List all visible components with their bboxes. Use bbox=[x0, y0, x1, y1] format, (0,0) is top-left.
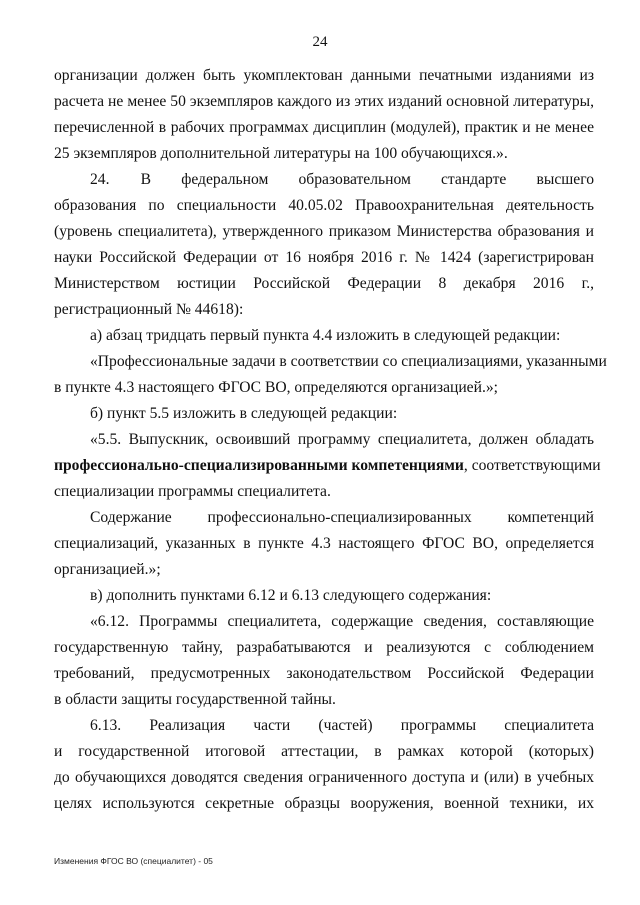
text-line: (уровень специалитета), утвержденного приказом Министерства образования и bbox=[54, 223, 594, 240]
text-line-mixed bbox=[54, 456, 601, 476]
text-line: организации должен быть укомплектован данными печатными изданиями из bbox=[54, 67, 594, 84]
text-line: требований, предусмотренных законодательством Российской Федерации bbox=[54, 665, 594, 682]
text-line: государственную тайну, разрабатываются и реализуются с соблюдением bbox=[54, 639, 594, 656]
text-line: «6.12. Программы специалитета, содержащие сведения, составляющие bbox=[90, 613, 594, 630]
text-line: 24. В федеральном образовательном стандарте высшего bbox=[90, 171, 594, 188]
text-line: в пункте 4.3 настоящего ФГОС ВО, определяются организацией.»; bbox=[54, 379, 498, 396]
text-line: до обучающихся доводятся сведения ограниченного доступа и (или) в учебных bbox=[54, 769, 594, 786]
text-line: образования по специальности 40.05.02 Правоохранительная деятельность bbox=[54, 197, 594, 214]
text-span: , соответствующими bbox=[463, 457, 601, 474]
text-line: регистрационный № 44618): bbox=[54, 301, 244, 318]
text-line: целях используются секретные образцы вооружения, военной техники, их bbox=[54, 795, 594, 812]
text-line: Содержание профессионально-специализированных компетенций bbox=[90, 509, 594, 526]
text-line: 6.13. Реализация части (частей) программы специалитета bbox=[90, 717, 594, 734]
text-line: специализации программы специалитета. bbox=[54, 483, 331, 500]
text-line: б) пункт 5.5 изложить в следующей редакции: bbox=[90, 405, 398, 422]
text-line: в области защиты государственной тайны. bbox=[54, 691, 336, 708]
text-line: специализаций, указанных в пункте 4.3 настоящего ФГОС ВО, определяется bbox=[54, 535, 594, 552]
text-line: расчета не менее 50 экземпляров каждого из этих изданий основной литературы, bbox=[54, 93, 594, 110]
footer-note: Изменения ФГОС ВО (специалитет) - 05 bbox=[54, 856, 213, 866]
text-line: науки Российской Федерации от 16 ноября 2016 г. № 1424 (зарегистрирован bbox=[54, 249, 594, 266]
text-line: Министерством юстиции Российской Федерации 8 декабря 2016 г., bbox=[54, 275, 594, 292]
text-line: перечисленной в рабочих программах дисциплин (модулей), практик и не менее bbox=[54, 119, 594, 136]
text-line: в) дополнить пунктами 6.12 и 6.13 следующего содержания: bbox=[90, 587, 492, 604]
text-line: и государственной итоговой аттестации, в рамках которой (которых) bbox=[54, 743, 594, 760]
text-line: 25 экземпляров дополнительной литературы на 100 обучающихся.». bbox=[54, 145, 508, 162]
text-line: «Профессиональные задачи в соответствии со специализациями, указанными bbox=[90, 353, 607, 370]
text-line: «5.5. Выпускник, освоивший программу специалитета, должен обладать bbox=[90, 431, 594, 448]
text-line: а) абзац тридцать первый пункта 4.4 изложить в следующей редакции: bbox=[90, 327, 561, 344]
text-line: организацией.»; bbox=[54, 561, 161, 578]
page-number: 24 bbox=[312, 34, 328, 50]
bold-term: профессионально-специализированными компетенциями bbox=[54, 457, 464, 474]
